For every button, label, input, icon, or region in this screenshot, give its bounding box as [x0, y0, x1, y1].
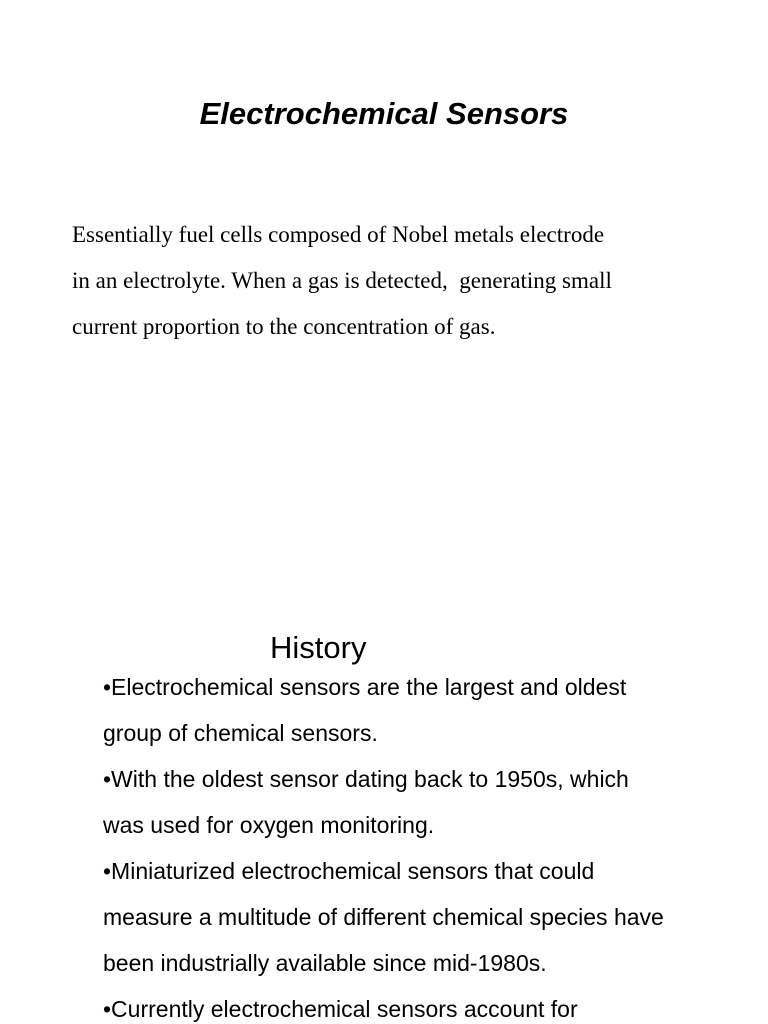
history-bullet-line: been industrially available since mid-1980s. [103, 950, 547, 976]
history-bullet-list [103, 664, 763, 1024]
history-bullet-line: was used for oxygen monitoring. [103, 812, 435, 838]
history-heading: History [270, 630, 367, 665]
history-bullet-line: •Electrochemical sensors are the largest and oldest [103, 674, 627, 700]
history-bullet-line: •With the oldest sensor dating back to 1950s, which [103, 766, 629, 792]
history-bullet-line: measure a multitude of different chemical species have [103, 904, 664, 930]
history-bullet-line: group of chemical sensors. [103, 720, 378, 746]
intro-line: Essentially fuel cells composed of Nobel metals electrode [72, 222, 605, 247]
intro-line: current proportion to the concentration of gas. [72, 314, 496, 339]
history-bullet-line: •Miniaturized electrochemical sensors that could [103, 858, 595, 884]
history-bullet-line: •Currently electrochemical sensors account for [103, 996, 578, 1022]
intro-line: in an electrolyte. When a gas is detected, generating small [72, 268, 612, 293]
page-title: Electrochemical Sensors [199, 96, 569, 131]
intro-paragraph [72, 212, 712, 350]
